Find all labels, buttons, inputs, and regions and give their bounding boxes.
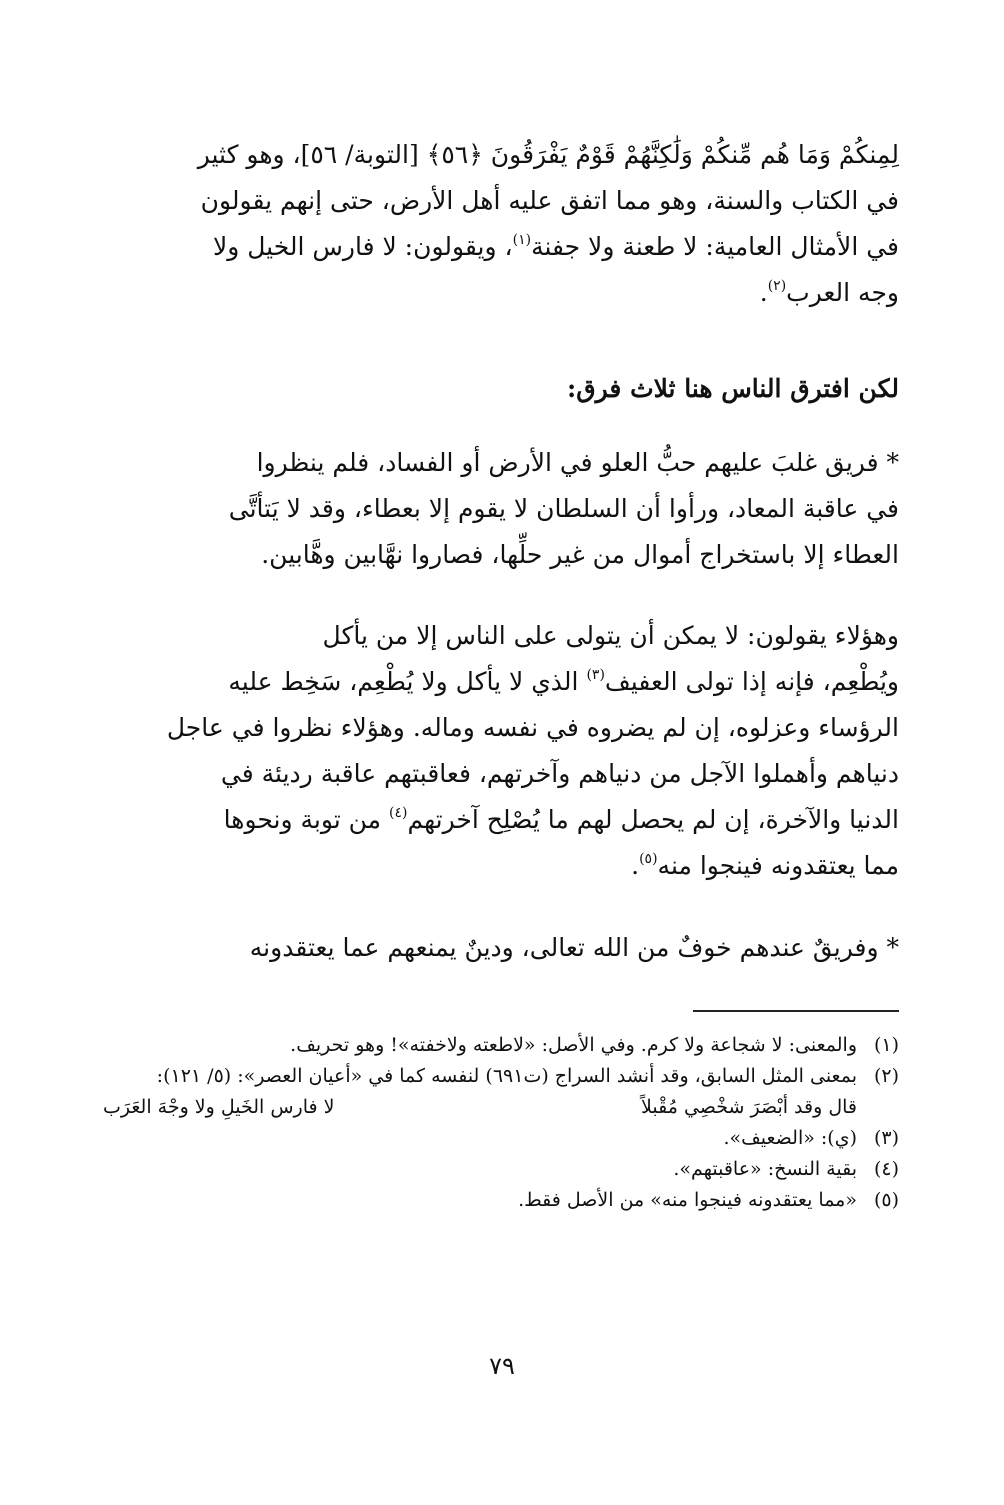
footnote-item: [103, 1030, 899, 1061]
paragraph-first-group-detail: [103, 613, 899, 889]
footnote-ref-3[interactable]: (٣): [586, 666, 605, 683]
footnote-text: والمعنى: لا شجاعة ولا كرم. وفي الأصل: «لاطعته ولاخفته»! وهو تحريف.: [290, 1034, 857, 1056]
body-line: وهؤلاء يقولون: لا يمكن أن يتولى على الناس إلا من يأكل: [322, 621, 899, 650]
body-text: الذي لا يأكل ولا يُطْعِم، سَخِط عليه: [228, 667, 587, 696]
footnote-number: (٢): [873, 1065, 899, 1087]
body-text: وجه العرب: [786, 278, 899, 307]
poetry-verse: [103, 1092, 899, 1123]
verse-first-half: قال وقد أبْصَرَ شخْصِي مُقْبلاً: [641, 1096, 857, 1118]
footnote-text: بقية النسخ: «عاقبتهم».: [673, 1158, 857, 1180]
verse-second-half: لا فارس الخَيلِ ولا وجْهَ العَرَب: [103, 1096, 335, 1118]
body-text: في الأمثال العامية: لا طعنة ولا جفنة: [531, 232, 899, 261]
footnote-text: بمعنى المثل السابق، وقد أنشد السراج (ت٦٩١) لنفسه كما في «أعيان العصر»: (٥/ ١٢١):: [156, 1065, 857, 1087]
body-line: [103, 224, 899, 270]
body-line: في الكتاب والسنة، وهو مما اتفق عليه أهل الأرض، حتى إنهم يقولون: [200, 186, 899, 215]
body-line: * وفريقٌ عندهم خوفٌ من الله تعالى، ودينٌ يمنعهم عما يعتقدونه: [249, 933, 899, 962]
footnote-number: (٤): [873, 1158, 899, 1180]
footnote-number: (٥): [873, 1189, 899, 1211]
paragraph-second-group: [103, 925, 899, 971]
body-line: في عاقبة المعاد، ورأوا أن السلطان لا يقوم إلا بعطاء، وقد لا يَتأتَّى: [228, 494, 899, 523]
footnote-text: (ي): «الضعيف».: [723, 1127, 857, 1149]
body-text: الدنيا والآخرة، إن لم يحصل لهم ما يُصْلِح آخرتهم: [407, 805, 899, 834]
footnotes: [103, 1030, 899, 1216]
body-text: ، ويقولون: لا فارس الخيل ولا: [212, 232, 513, 261]
body-line: [103, 659, 899, 705]
footnote-number: (٣): [873, 1127, 899, 1149]
body-text: من توبة ونحوها: [223, 805, 390, 834]
footnote-ref-5[interactable]: (٥): [639, 850, 658, 867]
footnote-text: «مما يعتقدونه فينجوا منه» من الأصل فقط.: [518, 1189, 857, 1211]
opening-paragraph: [103, 132, 899, 316]
body-line: [103, 270, 899, 316]
footnote-ref-4[interactable]: (٤): [389, 804, 408, 821]
footnote-item: [103, 1185, 899, 1216]
footnote-ref-1[interactable]: (١): [512, 231, 532, 248]
body-text: .: [759, 278, 768, 307]
body-line: الرؤساء وعزلوه، إن لم يضروه في نفسه وماله. وهؤلاء نظروا في عاجل: [166, 713, 899, 742]
body-line: [103, 797, 899, 843]
footnote-item: [103, 1123, 899, 1154]
paragraph-first-group: [103, 440, 899, 578]
body-line: * فريق غلبَ عليهم حبُّ العلو في الأرض أو الفساد، فلم ينظروا: [256, 448, 899, 477]
footnote-number: (١): [873, 1034, 899, 1056]
section-heading: [103, 366, 899, 412]
quran-verse-line: لِمِنكُمْ وَمَا هُم مِّنكُمْ وَلَٰكِنَّهُمْ قَوْمٌ يَفْرَقُونَ ﴿٥٦﴾ [التوبة/ ٥٦]، وهو كثير: [197, 140, 899, 169]
body-line: [103, 843, 899, 889]
body-text: ويُطْعِم، فإنه إذا تولى العفيف: [604, 667, 899, 696]
footnote-separator: [693, 1010, 899, 1012]
heading-text: لكن افترق الناس هنا ثلاث فرق:: [567, 374, 899, 403]
page-number: ٧٩: [489, 1352, 515, 1380]
footnote-item: [103, 1061, 899, 1092]
body-text: مما يعتقدونه فينجوا منه: [657, 851, 899, 880]
body-line: دنياهم وأهملوا الآجل من دنياهم وآخرتهم، فعاقبتهم عاقبة رديئة في: [220, 759, 899, 788]
body-line: العطاء إلا باستخراج أموال من غير حلِّها، فصاروا نهَّابين وهَّابين.: [261, 540, 899, 569]
footnote-ref-2[interactable]: (٢): [767, 277, 787, 294]
body-text: .: [631, 851, 640, 880]
footnote-item: [103, 1154, 899, 1185]
